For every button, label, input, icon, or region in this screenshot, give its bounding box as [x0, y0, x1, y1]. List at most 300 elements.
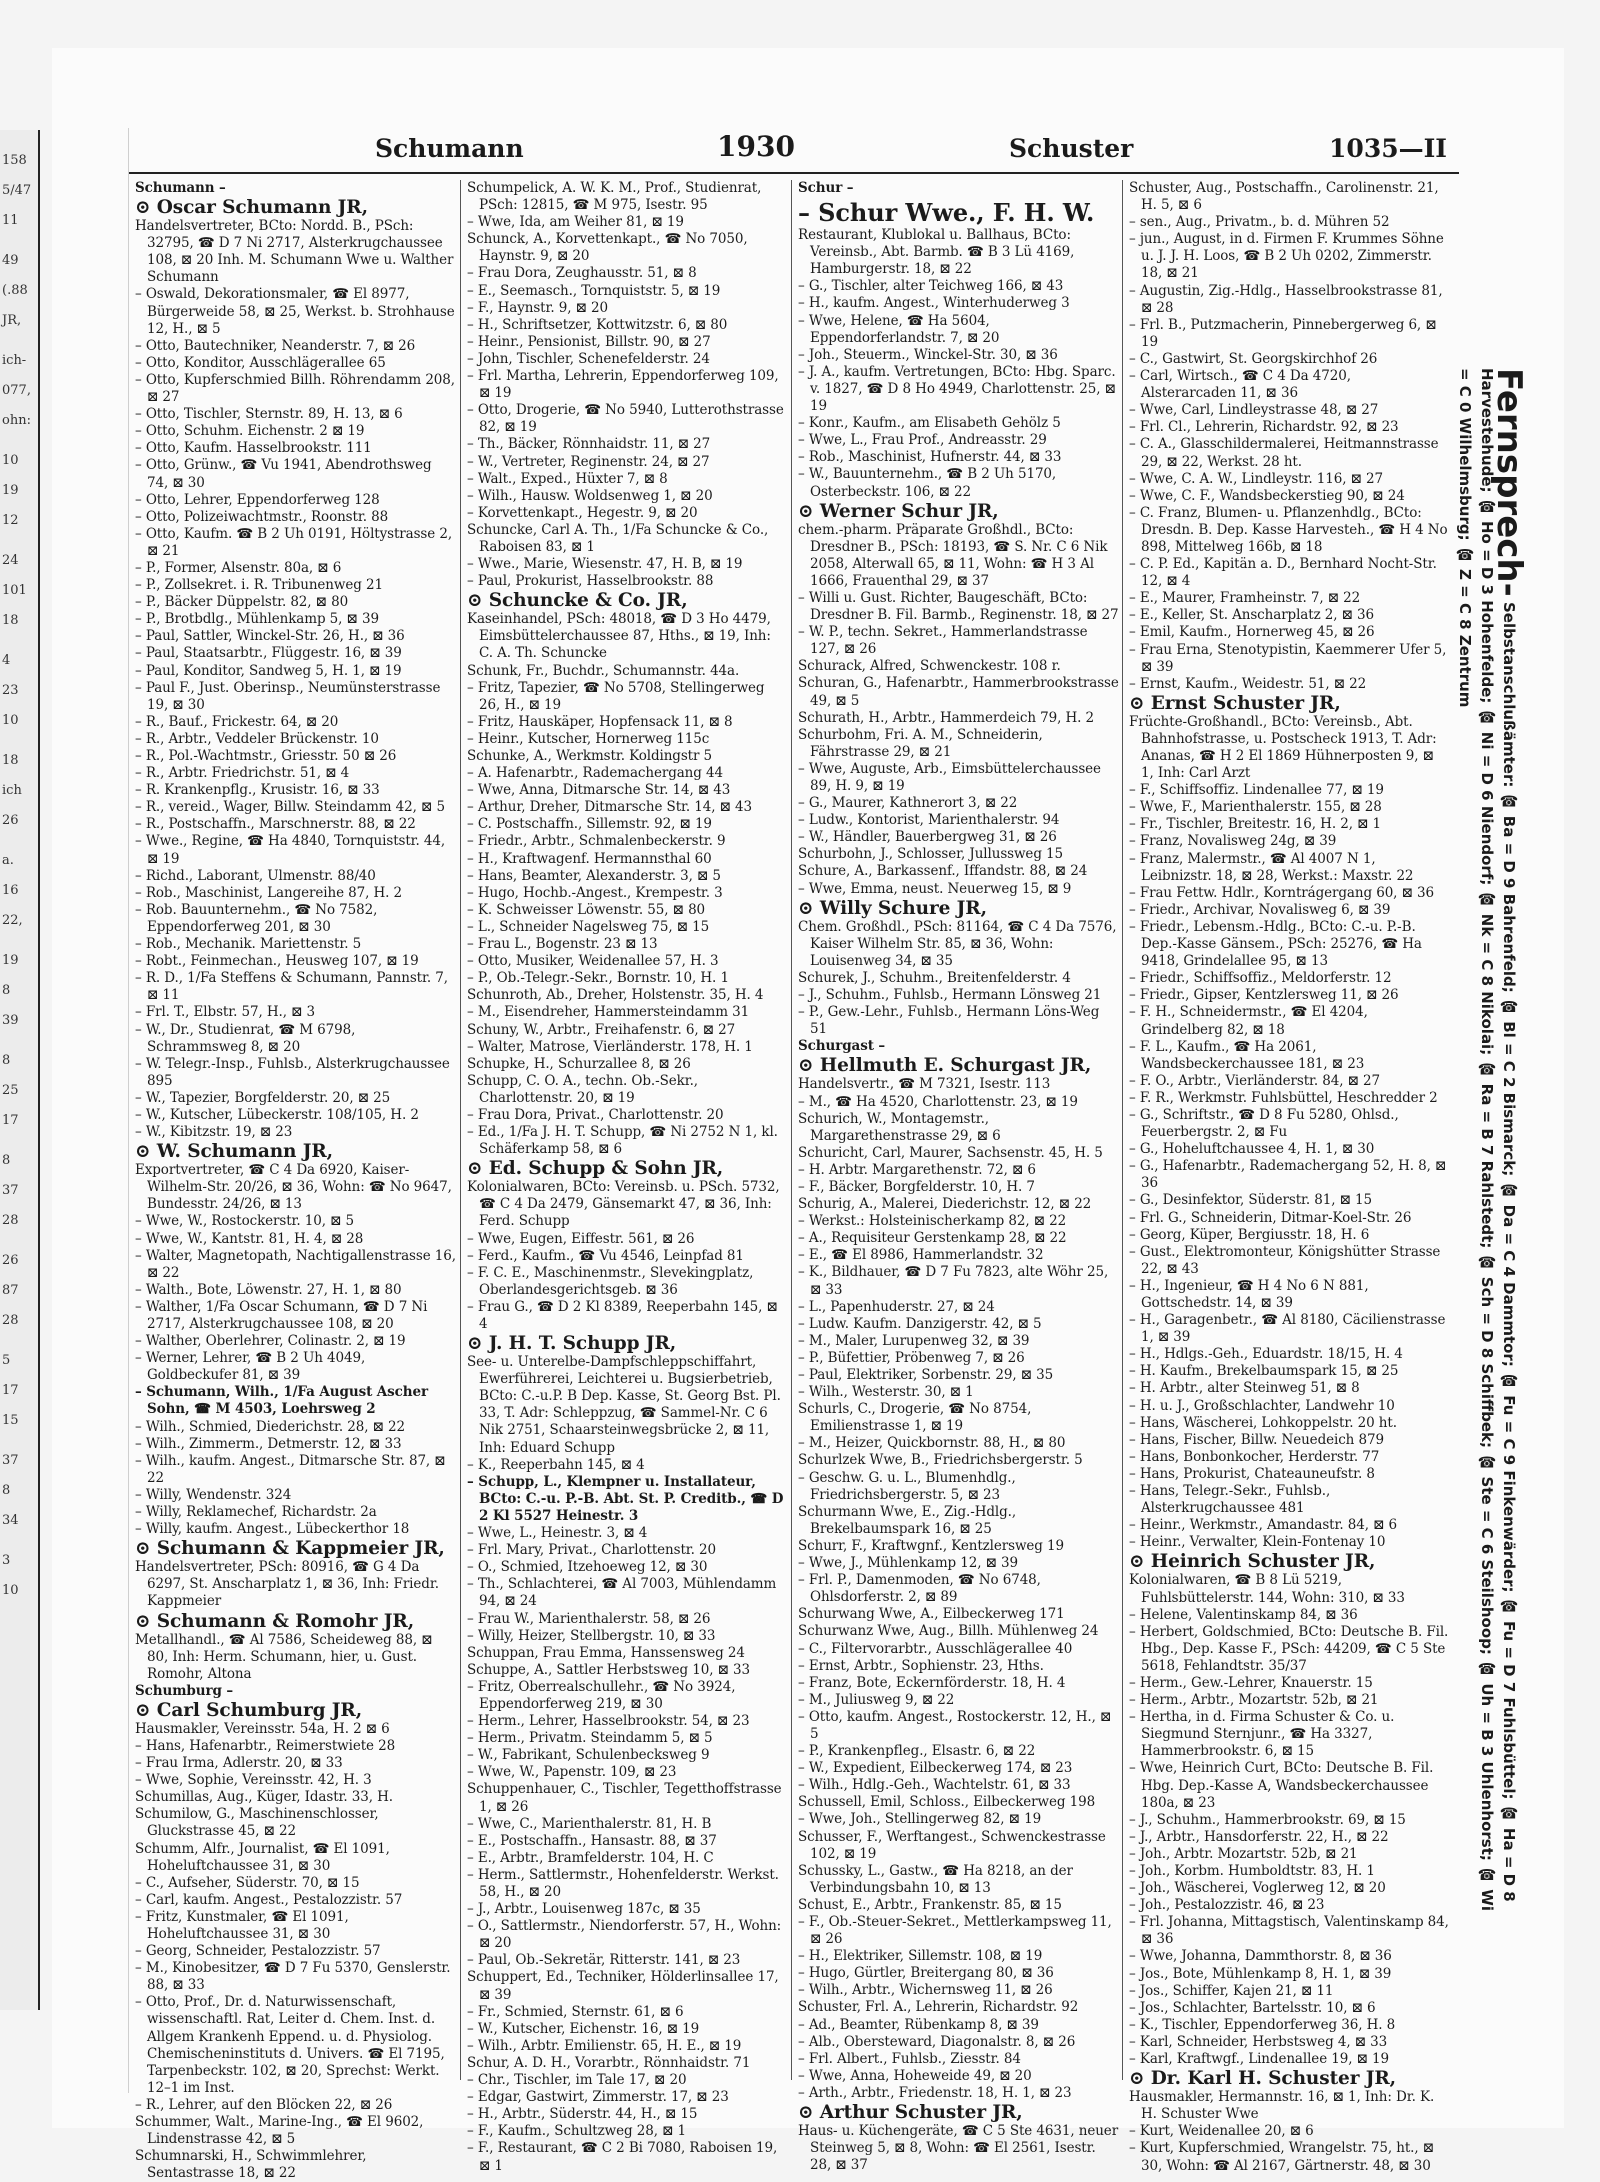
- directory-entry: – Hans, Beamter, Alexanderstr. 3, ⊠ 5: [467, 867, 721, 884]
- directory-entry: – Ed., 1/Fa J. H. T. Schupp, ☎ Ni 2752 N 1, kl. Schäferkamp 58, ⊠ 6: [467, 1124, 778, 1158]
- directory-entry: – Wwe, C. A. W., Lindleystr. 116, ⊠ 27: [1129, 470, 1383, 487]
- firm-entry: ⊙ Schumann & Kappmeier JR,: [135, 1538, 445, 1560]
- directory-entry: – J., Schuhm., Fuhlsb., Hermann Lönsweg 21: [798, 987, 1102, 1004]
- column-1: [129, 180, 456, 2182]
- directory-entry: – Joh., Arbtr. Mozartstr. 52b, ⊠ 21: [1129, 1845, 1358, 1862]
- directory-entry: – Wwe., Marie, Wiesenstr. 47, H. B, ⊠ 19: [467, 556, 743, 573]
- directory-entry: – W., Händler, Bauerbergweg 31, ⊠ 26: [798, 829, 1057, 846]
- directory-entry: – Kurt, Kupferschmied, Wrangelstr. 75, ht., ⊠ 30, Wohn: ☎ Al 2167, Gärtnerstr. 48, ⊠ 30: [1129, 2140, 1434, 2174]
- directory-entry: – Frau Dora, Privat., Charlottenstr. 20: [467, 1106, 724, 1123]
- edge-fragment: 24: [2, 553, 19, 568]
- directory-entry: – Konr., Kaufm., am Elisabeth Gehölz 5: [798, 415, 1061, 432]
- directory-entry: – Frl. T., Elbstr. 57, H., ⊠ 3: [135, 1004, 315, 1021]
- directory-entry: – G., Schriftstr., ☎ D 8 Fu 5280, Ohlsd., Feuerbergstr. 2, ⊠ Fu: [1129, 1106, 1399, 1141]
- edge-fragment: 37: [2, 1183, 19, 1198]
- firm-entry: ⊙ Schumann & Romohr JR,: [135, 1610, 415, 1632]
- directory-entry: – C. P. Ed., Kapitän a. D., Bernhard Nocht-Str. 12, ⊠ 4: [1129, 556, 1437, 590]
- directory-entry: – Frl. Mary, Privat., Charlottenstr. 20: [467, 1542, 717, 1559]
- directory-entry: Schuppe, A., Sattler Herbstsweg 10, ⊠ 33: [467, 1661, 751, 1678]
- firm-entry: ⊙ Oscar Schumann JR,: [135, 197, 368, 219]
- edge-fragment: 26: [2, 813, 19, 828]
- directory-entry: – R., Lehrer, auf den Blöcken 22, ⊠ 26: [135, 2096, 393, 2113]
- directory-entry: – Willy, Reklamechef, Richardstr. 2a: [135, 1504, 377, 1521]
- edge-fragment: ich-: [2, 353, 27, 368]
- directory-entry: – F. R., Werkmstr. Fuhlsbüttel, Heschredder 2: [1129, 1089, 1438, 1106]
- directory-entry: – Helene, Valentinskamp 84, ⊠ 36: [1129, 1606, 1358, 1623]
- edge-fragment: 8: [2, 983, 11, 998]
- directory-entry: – Wwe, Johanna, Dammthorstr. 8, ⊠ 36: [1129, 1948, 1392, 1965]
- directory-entry: – L., Schneider Nagelsweg 75, ⊠ 15: [467, 918, 710, 935]
- directory-entry: – Korvettenkapt., Hegestr. 9, ⊠ 20: [467, 504, 698, 521]
- directory-entry: – F. H., Schneidermstr., ☎ El 4204, Grindelberg 82, ⊠ 18: [1129, 1004, 1368, 1038]
- directory-entry: Schuppert, Ed., Techniker, Hölderlinsallee 17, ⊠ 39: [467, 1969, 779, 2003]
- directory-entry: – Kurt, Weidenallee 20, ⊠ 6: [1129, 2123, 1314, 2140]
- directory-entry: – Schupp, L., Klempner u. Installateur, BCto: C.-u. P.-B. Abt. St. P. Creditb., ☎ D 2 Kl 5527 Heinestr. 3: [467, 1473, 784, 1524]
- directory-entry: – Otto, Grünw., ☎ Vu 1941, Abendrothsweg 74, ⊠ 30: [135, 457, 432, 491]
- directory-entry: – Friedr., Schiffsoffiz., Meldorferstr. 12: [1129, 970, 1392, 987]
- directory-entry: – W., Kutscher, Lübeckerstr. 108/105, H. 2: [135, 1106, 419, 1123]
- directory-entry: – F., Schiffsoffiz. Lindenallee 77, ⊠ 19: [1129, 782, 1384, 799]
- directory-entry: Handelsvertr., ☎ M 7321, Isestr. 113: [798, 1076, 1051, 1093]
- directory-entry: – F., Bäcker, Borgfelderstr. 10, H. 7: [798, 1178, 1035, 1195]
- directory-entry: – K., Reeperbahn 145, ⊠ 4: [467, 1456, 645, 1473]
- directory-entry: – Augustin, Zig.-Hdlg., Hasselbrookstrasse 81, ⊠ 28: [1129, 282, 1443, 316]
- directory-entry: – G., Hafenarbtr., Rademachergang 52, H. 8, ⊠ 36: [1129, 1158, 1447, 1192]
- directory-entry: – H. Arbtr., alter Steinweg 51, ⊠ 8: [1129, 1380, 1360, 1397]
- directory-entry: – Willy, kaufm. Angest., Lübeckerthor 18: [135, 1521, 410, 1538]
- directory-columns: [129, 180, 1459, 2182]
- directory-entry: – Wwe, Carl, Lindleystrasse 48, ⊠ 27: [1129, 402, 1379, 419]
- directory-entry: – Herm., Gew.-Lehrer, Knauerstr. 15: [1129, 1674, 1373, 1691]
- directory-entry: – E., Keller, St. Anscharplatz 2, ⊠ 36: [1129, 607, 1375, 624]
- directory-entry: – Paul, Ob.-Sekretär, Ritterstr. 141, ⊠ 23: [467, 1952, 741, 1969]
- edge-fragment: 5: [2, 1353, 11, 1368]
- edge-fragment: 19: [2, 953, 19, 968]
- directory-entry: – Frau G., ☎ D 2 Kl 8389, Reeperbahn 145, ⊠ 4: [467, 1298, 778, 1332]
- directory-entry: – Wilh., Westerstr. 30, ⊠ 1: [798, 1384, 974, 1401]
- firm-entry: ⊙ Werner Schur JR,: [798, 500, 999, 522]
- directory-entry: – Heinr., Werkmstr., Amandastr. 84, ⊠ 6: [1129, 1517, 1397, 1534]
- directory-entry: – Ferd., Kaufm., ☎ Vu 4546, Leinpfad 81: [467, 1247, 744, 1264]
- directory-entry: – Joh., Steuerm., Winckel-Str. 30, ⊠ 36: [798, 346, 1058, 363]
- edge-fragment: JR,: [2, 313, 22, 328]
- directory-entry: – jun., August, in d. Firmen F. Krummes Söhne u. J. J. H. Loos, ☎ B 2 Uh 0202, Zimmerstr. 18, ⊠ 21: [1129, 231, 1444, 282]
- directory-entry: – Herm., Lehrer, Hasselbrookstr. 54, ⊠ 23: [467, 1713, 750, 1730]
- directory-entry: – R. D., 1/Fa Steffens & Schumann, Pannstr. 7, ⊠ 11: [135, 970, 448, 1004]
- directory-entry: – Hertha, in d. Firma Schuster & Co. u. Siegmund Sternjunr., ☎ Ha 3327, Hammerbrookstr. 6, ⊠ 15: [1129, 1709, 1395, 1760]
- directory-entry: Schust, E., Arbtr., Frankenstr. 85, ⊠ 15: [798, 1896, 1062, 1913]
- directory-entry: – Heinr., Pensionist, Billstr. 90, ⊠ 27: [467, 333, 711, 350]
- directory-entry: – Frau Irma, Adlerstr. 20, ⊠ 33: [135, 1755, 343, 1772]
- directory-entry: Schuppenhauer, C., Tischler, Tegetthoffstrasse 1, ⊠ 26: [467, 1781, 782, 1815]
- edge-fragment: 8: [2, 1053, 11, 1068]
- telephone-exchange-legend: [1456, 368, 1529, 1928]
- directory-entry: – Franz, Novalisweg 24g, ⊠ 39: [1129, 833, 1337, 850]
- edge-fragment: 10: [2, 453, 19, 468]
- directory-entry: – Fr., Tischler, Breitestr. 16, H. 2, ⊠ 1: [1129, 816, 1381, 833]
- directory-entry: – P., Bäcker Düppelstr. 82, ⊠ 80: [135, 594, 349, 611]
- legend-title: Fernsprech-: [1489, 368, 1529, 597]
- directory-entry: Schuncke, Carl A. Th., 1/Fa Schuncke & Co., Raboisen 83, ⊠ 1: [467, 521, 769, 555]
- directory-entry: – O., Sattlermstr., Niendorferstr. 57, H., Wohn: ⊠ 20: [467, 1918, 782, 1952]
- directory-entry: – H., Hdlgs.-Geh., Eduardstr. 18/15, H. 4: [1129, 1346, 1403, 1363]
- directory-entry: Schurbohn, J., Schlosser, Jullussweg 15: [798, 846, 1064, 863]
- edge-fragment: 101: [2, 583, 27, 598]
- directory-entry: – R., Bauf., Frickestr. 64, ⊠ 20: [135, 713, 339, 730]
- directory-entry: – K., Bildhauer, ☎ D 7 Fu 7823, alte Wöhr 25, ⊠ 33: [798, 1264, 1109, 1298]
- directory-entry: – Walther, 1/Fa Oscar Schumann, ☎ D 7 Ni 2717, Alsterkrugchaussee 108, ⊠ 20: [135, 1298, 428, 1332]
- directory-entry: Schurgast –: [798, 1038, 886, 1055]
- directory-entry: – Wwe, Heinrich Curt, BCto: Deutsche B. Fil. Hbg. Dep.-Kasse A, Wandsbeckerchaussee 180a, ⊠ 23: [1129, 1760, 1434, 1811]
- directory-entry: – H., Garagenbetr., ☎ Al 8180, Cäcilienstrasse 1, ⊠ 39: [1129, 1312, 1446, 1346]
- directory-entry: – Fritz, Tapezier, ☎ No 5708, Stellingerweg 26, H., ⊠ 19: [467, 679, 765, 713]
- directory-entry: – Wilh., Hausw. Woldsenweg 1, ⊠ 20: [467, 487, 713, 504]
- directory-entry: – R., Postschaffn., Marschnerstr. 88, ⊠ 22: [135, 816, 416, 833]
- directory-entry: – Friedr., Arbtr., Schmalenbeckerstr. 9: [467, 833, 726, 850]
- directory-entry: – M., Kinobesitzer, ☎ D 7 Fu 5370, Genslerstr. 88, ⊠ 33: [135, 1960, 451, 1994]
- directory-entry: – F. L., Kaufm., ☎ Ha 2061, Wandsbeckerchaussee 181, ⊠ 23: [1129, 1038, 1365, 1072]
- directory-entry: – Walther, Oberlehrer, Colinastr. 2, ⊠ 19: [135, 1333, 406, 1350]
- edge-fragment: 34: [2, 1513, 19, 1528]
- directory-entry: Schurlzek Wwe, B., Friedrichsbergerstr. 5: [798, 1452, 1083, 1469]
- directory-entry: – Rob., Maschinist, Langereihe 87, H. 2: [135, 884, 403, 901]
- directory-entry: – M., Heizer, Quickbornstr. 88, H., ⊠ 80: [798, 1435, 1066, 1452]
- directory-entry: Schuran, G., Hafenarbtr., Hammerbrookstrasse 49, ⊠ 5: [798, 675, 1119, 709]
- directory-entry: – Ludw., Kontorist, Marienthalerstr. 94: [798, 812, 1060, 829]
- directory-entry: Schupke, H., Schurzallee 8, ⊠ 26: [467, 1055, 691, 1072]
- directory-entry: Schuny, W., Arbtr., Freihafenstr. 6, ⊠ 27: [467, 1021, 736, 1038]
- directory-entry: Schurig, A., Malerei, Diederichstr. 12, ⊠ 22: [798, 1196, 1092, 1213]
- directory-entry: Schurls, C., Drogerie, ☎ No 8754, Emilienstrasse 1, ⊠ 19: [798, 1401, 1032, 1435]
- directory-entry: – Wilh., Zimmerm., Detmerstr. 12, ⊠ 33: [135, 1435, 402, 1452]
- directory-entry: – Otto, Konditor, Ausschlägerallee 65: [135, 354, 386, 371]
- directory-entry: – Richd., Laborant, Ulmenstr. 88/40: [135, 867, 376, 884]
- directory-entry: – W. P., techn. Sekret., Hammerlandstrasse 127, ⊠ 26: [798, 624, 1088, 658]
- directory-entry: – Walth., Bote, Löwenstr. 27, H. 1, ⊠ 80: [135, 1281, 402, 1298]
- directory-entry: – H. Arbtr. Margarethenstr. 72, ⊠ 6: [798, 1161, 1036, 1178]
- firm-entry: ⊙ Arthur Schuster JR,: [798, 2102, 1023, 2124]
- directory-entry: – C. Postschaffn., Sillemstr. 92, ⊠ 19: [467, 816, 712, 833]
- directory-entry: – Hans, Wäscherei, Lohkoppelstr. 20 ht.: [1129, 1414, 1397, 1431]
- directory-entry: Metallhandl., ☎ Al 7586, Scheideweg 88, ⊠ 80, Inh: Herm. Schumann, hier, u. Gust. Romohr, Altona: [135, 1631, 433, 1682]
- edge-fragment: 5/47: [2, 183, 32, 198]
- directory-entry: Hausmakler, Vereinsstr. 54a, H. 2 ⊠ 6: [135, 1720, 390, 1737]
- firm-entry: ⊙ Heinrich Schuster JR,: [1129, 1551, 1376, 1573]
- directory-entry: Schur, A. D. H., Vorarbtr., Rönnhaidstr. 71: [467, 2054, 751, 2071]
- directory-entry: – Wilh., Arbtr., Wichernsweg 11, ⊠ 26: [798, 1982, 1053, 1999]
- directory-entry: Hausmakler, Hermannstr. 16, ⊠ 1, Inh: Dr. K. H. Schuster Wwe: [1129, 2089, 1435, 2123]
- edge-fragment: 39: [2, 1013, 19, 1028]
- directory-entry: – Karl, Kraftwgf., Lindenallee 19, ⊠ 19: [1129, 2051, 1390, 2068]
- edge-fragment: 4: [2, 653, 11, 668]
- directory-entry: – Walter, Magnetopath, Nachtigallenstrasse 16, ⊠ 22: [135, 1247, 456, 1281]
- directory-entry: – C., Aufseher, Süderstr. 70, ⊠ 15: [135, 1874, 360, 1891]
- directory-entry: – O., Schmied, Itzehoeweg 12, ⊠ 30: [467, 1559, 708, 1576]
- directory-entry: Schuster, Aug., Postschaffn., Carolinenstr. 21, H. 5, ⊠ 6: [1129, 180, 1439, 214]
- directory-entry: – Hans, Telegr.-Sekr., Fuhlsb., Alsterkrugchaussee 481: [1129, 1483, 1331, 1517]
- directory-entry: – Ad., Beamter, Rübenkamp 8, ⊠ 39: [798, 2016, 1039, 2033]
- directory-entry: – Otto, Kupferschmied Billh. Röhrendamm 208, ⊠ 27: [135, 371, 455, 406]
- directory-entry: – Wilh., Arbtr. Emilienstr. 65, H. E., ⊠ 19: [467, 2037, 742, 2054]
- edge-fragment: 22,: [2, 913, 23, 928]
- directory-entry: – Wwe, J., Mühlenkamp 12, ⊠ 39: [798, 1555, 1019, 1572]
- directory-entry: Chem. Großhdl., PSch: 81164, ☎ C 4 Da 7576, Kaiser Wilhelm Str. 85, ⊠ 36, Wohn: Louisenweg 34, ⊠ 35: [798, 918, 1117, 969]
- directory-entry: – Carl, Wirtsch., ☎ C 4 Da 4720, Alsterarcaden 11, ⊠ 36: [1129, 368, 1351, 402]
- directory-entry: – Wwe, F., Marienthalerstr. 155, ⊠ 28: [1129, 799, 1382, 816]
- directory-entry: – C. A., Glasschildermalerei, Heitmannstrasse 29, ⊠ 22, Werkst. 28 ht.: [1129, 436, 1439, 470]
- directory-entry: Schurwang Wwe, A., Eilbeckerweg 171: [798, 1606, 1065, 1623]
- directory-entry: – Paul, Elektriker, Sorbenstr. 29, ⊠ 35: [798, 1367, 1054, 1383]
- directory-entry: – Oswald, Dekorationsmaler, ☎ El 8977, Bürgerweide 58, ⊠ 25, Werkst. b. Strohhause 12, H., ⊠ 5: [135, 286, 455, 337]
- directory-entry: Schurmann Wwe, E., Zig.-Hdlg., Brekelbaumspark 16, ⊠ 25: [798, 1503, 1017, 1537]
- edge-fragment: 23: [2, 683, 19, 698]
- directory-entry: – Jos., Schlachter, Bartelsstr. 10, ⊠ 6: [1129, 1999, 1376, 2016]
- directory-entry: – Jos., Schiffer, Kajen 21, ⊠ 11: [1129, 1982, 1334, 1999]
- directory-entry: – Otto, Polizeiwachtmstr., Roonstr. 88: [135, 508, 389, 525]
- directory-entry: Schummer, Walt., Marine-Ing., ☎ El 9602, Lindenstrasse 42, ⊠ 5: [135, 2114, 424, 2148]
- edge-fragment: a.: [2, 853, 14, 868]
- directory-entry: – sen., Aug., Privatm., b. d. Mühren 52: [1129, 214, 1390, 231]
- directory-entry: Schumilow, G., Maschinenschlosser, Gluckstrasse 45, ⊠ 22: [135, 1806, 379, 1840]
- directory-entry: – Schumann, Wilh., 1/Fa August Ascher Sohn, ☎ M 4503, Loehrsweg 2: [135, 1384, 429, 1418]
- directory-entry: Schussky, L., Gastw., ☎ Ha 8218, an der Verbindungsbahn 10, ⊠ 13: [798, 1862, 1073, 1896]
- directory-entry: – Frau Erna, Stenotypistin, Kaemmerer Ufer 5, ⊠ 39: [1129, 641, 1447, 675]
- directory-entry: – H., Elektriker, Sillemstr. 108, ⊠ 19: [798, 1948, 1043, 1965]
- directory-entry: – W., Dr., Studienrat, ☎ M 6798, Schrammsweg 8, ⊠ 20: [135, 1021, 356, 1055]
- column-3: [791, 180, 1119, 2174]
- directory-entry: – Otto, Prof., Dr. d. Naturwissenschaft, wissenschaftl. Rat, Leiter d. Chem. Inst. d. Allgem Krankenh Eppend. u. d. Physiolog. Chemischeninstituts d. Univers. ☎ El 7195, Tarpenbeckstr. 102, ⊠ 20, Sprechst: Werkt. 12–1 im Inst.: [135, 1994, 445, 2096]
- directory-entry: – H. u. J., Großschlachter, Landwehr 10: [1129, 1397, 1395, 1414]
- directory-entry: Kolonialwaren, BCto: Vereinsb. u. PSch. 5732, ☎ C 4 Da 2479, Gänsemarkt 47, ⊠ 36, Inh: Ferd. Schupp: [467, 1179, 780, 1230]
- firm-entry: ⊙ Ernst Schuster JR,: [1129, 692, 1341, 714]
- directory-entry: – Wwe, Eugen, Eiffestr. 561, ⊠ 26: [467, 1230, 695, 1247]
- directory-entry: Schurwanz Wwe, Aug., Billh. Mühlenweg 24: [798, 1623, 1099, 1640]
- directory-entry: – Paul, Staatsarbtr., Flüggestr. 16, ⊠ 39: [135, 645, 402, 662]
- directory-entry: – R., vereid., Wager, Billw. Steindamm 42, ⊠ 5: [135, 799, 445, 816]
- directory-entry: – W., Fabrikant, Schulenbecksweg 9: [467, 1747, 710, 1764]
- directory-entry: – Georg, Küper, Bergiusstr. 18, H. 6: [1129, 1226, 1370, 1243]
- directory-entry: – E., Seemasch., Tornquiststr. 5, ⊠ 19: [467, 282, 721, 299]
- directory-entry: Schunk, Fr., Buchdr., Schumannstr. 44a.: [467, 662, 740, 679]
- directory-entry: – G., Hoheluftchaussee 4, H. 1, ⊠ 30: [1129, 1141, 1375, 1158]
- directory-entry: – H., Ingenieur, ☎ H 4 No 6 N 881, Gottschedstr. 14, ⊠ 39: [1129, 1277, 1369, 1311]
- edge-fragment: 17: [2, 1383, 19, 1398]
- page-number: 1035—II: [1329, 134, 1447, 163]
- directory-entry: Schumillas, Aug., Küger, Idastr. 33, H.: [135, 1789, 393, 1806]
- edge-fragment: 18: [2, 753, 19, 768]
- directory-entry: – R., Pol.-Wachtmstr., Griesstr. 50 ⊠ 26: [135, 748, 397, 764]
- edge-fragment: 158: [2, 153, 27, 168]
- running-head: [129, 128, 1459, 174]
- directory-entry: – Frau W., Marienthalerstr. 58, ⊠ 26: [467, 1610, 711, 1627]
- directory-entry: – Paul, Prokurist, Hasselbrookstr. 88: [467, 573, 714, 590]
- directory-entry: – C., Gastwirt, St. Georgskirchhof 26: [1129, 350, 1378, 367]
- edge-fragment: 11: [2, 213, 19, 228]
- directory-entry: – H., Kraftwagenf. Hermannsthal 60: [467, 850, 712, 867]
- edge-fragment: 49: [2, 253, 19, 268]
- directory-entry: – E., ☎ El 8986, Hammerlandstr. 32: [798, 1247, 1044, 1264]
- firm-entry: ⊙ Carl Schumburg JR,: [135, 1699, 363, 1721]
- directory-entry: – Herbert, Goldschmied, BCto: Deutsche B. Fil. Hbg., Dep. Kasse F., PSch: 44209, ☎ C 5 Ste 5618, Fehlandtstr. 35/37: [1129, 1623, 1449, 1674]
- directory-entry: – Arthur, Dreher, Ditmarsche Str. 14, ⊠ 43: [467, 799, 753, 816]
- directory-entry: Handelsvertreter, PSch: 80916, ☎ G 4 Da 6297, St. Anscharplatz 1, ⊠ 36, Inh: Friedr. Kappmeier: [135, 1559, 439, 1610]
- directory-entry: – M., Maler, Lurupenweg 32, ⊠ 39: [798, 1332, 1030, 1349]
- directory-entry: Schupp, C. O. A., techn. Ob.-Sekr., Charlottenstr. 20, ⊠ 19: [467, 1072, 698, 1106]
- directory-entry: – Robt., Feinmechan., Heusweg 107, ⊠ 19: [135, 953, 419, 970]
- directory-entry: – E., Postschaffn., Hansastr. 88, ⊠ 37: [467, 1832, 717, 1849]
- directory-entry: – Frl. P., Damenmoden, ☎ No 6748, Ohlsdorferstr. 2, ⊠ 89: [798, 1572, 1041, 1606]
- directory-entry: – H., Arbtr., Süderstr. 44, H., ⊠ 15: [467, 2106, 698, 2123]
- directory-entry: – C. Franz, Blumen- u. Pflanzenhdlg., BCto: Dresdn. B. Dep. Kasse Harvesteh., ☎ H 4 No 898, Mittelweg 166b, ⊠ 18: [1129, 504, 1448, 555]
- directory-entry: – R. Krankenpflg., Krusistr. 16, ⊠ 33: [135, 782, 380, 799]
- directory-entry: Kolonialwaren, ☎ B 8 Lü 5219, Fuhlsbüttelerstr. 144, Wohn: 310, ⊠ 33: [1129, 1572, 1405, 1606]
- directory-entry: – Walt., Exped., Hüxter 7, ⊠ 8: [467, 470, 668, 487]
- edge-fragment: 28: [2, 1313, 19, 1328]
- previous-page-edge: [0, 130, 40, 2010]
- running-head-year: 1930: [717, 130, 795, 163]
- directory-entry: – Paul, Konditor, Sandweg 5, H. 1, ⊠ 19: [135, 662, 402, 679]
- directory-entry: – Heinr., Verwalter, Klein-Fontenay 10: [1129, 1534, 1386, 1551]
- firm-entry: ⊙ Dr. Karl H. Schuster JR,: [1129, 2068, 1396, 2090]
- directory-entry: – Th., Bäcker, Rönnhaidstr. 11, ⊠ 27: [467, 436, 711, 453]
- directory-entry: – Fritz, Hauskäper, Hopfensack 11, ⊠ 8: [467, 713, 733, 730]
- directory-entry: – Frau Fettw. Hdlr., Korntrágergang 60, ⊠ 36: [1129, 884, 1434, 901]
- edge-fragment: 10: [2, 713, 19, 728]
- directory-entry: – Ernst, Kaufm., Weidestr. 51, ⊠ 22: [1129, 675, 1367, 692]
- directory-entry: chem.-pharm. Präparate Großhdl., BCto: Dresdner B., PSch: 18193, ☎ S. Nr. C 6 Nik 2058, Alterwall 65, ⊠ 11, Wohn: ☎ H 3 Al 1666, Frauenthal 29, ⊠ 37: [798, 521, 1108, 589]
- directory-entry: – Frl. Albert., Fuhlsb., Ziesstr. 84: [798, 2050, 1021, 2067]
- directory-entry: – Werner, Lehrer, ☎ B 2 Uh 4049, Goldbeckufer 81, ⊠ 39: [135, 1350, 366, 1384]
- directory-entry: – Jos., Bote, Mühlenkamp 8, H. 1, ⊠ 39: [1129, 1965, 1392, 1982]
- directory-entry: – Chr., Tischler, im Tale 17, ⊠ 20: [467, 2072, 687, 2089]
- edge-fragment: 15: [2, 1413, 19, 1428]
- directory-entry: – Frau Dora, Zeughausstr. 51, ⊠ 8: [467, 265, 697, 282]
- directory-entry: – Georg, Schneider, Pestalozzistr. 57: [135, 1943, 381, 1960]
- directory-entry: – Werkst.: Holsteinischerkamp 82, ⊠ 22: [798, 1213, 1067, 1230]
- directory-entry: – Wwe, W., Kantstr. 81, H. 4, ⊠ 28: [135, 1230, 364, 1247]
- directory-entry: – Fritz, Oberrealschullehr., ☎ No 3924, Eppendorferweg 219, ⊠ 30: [467, 1678, 736, 1712]
- directory-entry: – G., Maurer, Kathnerort 3, ⊠ 22: [798, 795, 1018, 812]
- directory-entry: – Hans, Prokurist, Chateauneufstr. 8: [1129, 1465, 1375, 1482]
- directory-entry: – Wwe, Anna, Hoheweide 49, ⊠ 20: [798, 2067, 1032, 2084]
- directory-page: [52, 48, 1564, 2182]
- directory-entry: – Emil, Kaufm., Hornerweg 45, ⊠ 26: [1129, 624, 1375, 641]
- directory-entry: – Th., Schlachterei, ☎ Al 7003, Mühlendamm 94, ⊠ 24: [467, 1576, 777, 1610]
- directory-entry: – W., Expedient, Eilbeckerweg 174, ⊠ 23: [798, 1760, 1073, 1777]
- directory-entry: – P., Gew.-Lehr., Fuhlsb., Hermann Löns-Weg 51: [798, 1004, 1100, 1038]
- directory-entry: – John, Tischler, Schenefelderstr. 24: [467, 350, 710, 367]
- directory-entry: – F. C. E., Maschinenmstr., Slevekingplatz, Oberlandesgerichtsgeb. ⊠ 36: [467, 1264, 754, 1298]
- directory-entry: – Wwe, Auguste, Arb., Eimsbüttelerchaussee 89, H. 9, ⊠ 19: [798, 760, 1101, 794]
- directory-entry: – Otto, Kaufm. ☎ B 2 Uh 0191, Höltystrasse 2, ⊠ 21: [135, 525, 453, 559]
- directory-entry: – J., Arbtr., Louisenweg 187c, ⊠ 35: [467, 1901, 701, 1918]
- directory-entry: Schumpelick, A. W. K. M., Prof., Studienrat, PSch: 12815, ☎ M 975, Isestr. 95: [467, 180, 762, 214]
- directory-entry: – P., Ob.-Telegr.-Sekr., Bornstr. 10, H. 1: [467, 970, 729, 987]
- directory-entry: – Willy, Wendenstr. 324: [135, 1486, 292, 1503]
- directory-entry: – R., Arbtr. Friedrichstr. 51, ⊠ 4: [135, 765, 350, 782]
- directory-entry: – Wwe, Joh., Stellingerweg 82, ⊠ 19: [798, 1811, 1042, 1828]
- directory-entry: – Wwe, W., Papenstr. 109, ⊠ 23: [467, 1764, 677, 1781]
- directory-entry: Haus- u. Küchengeräte, ☎ C 5 Ste 4631, neuer Steinweg 5, ⊠ 8, Wohn: ☎ El 2561, Isestr. 28, ⊠ 37: [798, 2123, 1119, 2174]
- directory-entry: – F., Kaufm., Schultzweg 28, ⊠ 1: [467, 2123, 686, 2140]
- directory-entry: – P., Büfettier, Pröbenweg 7, ⊠ 26: [798, 1349, 1025, 1366]
- directory-entry: – Otto, Drogerie, ☎ No 5940, Lutterothstrasse 82, ⊠ 19: [467, 402, 784, 436]
- directory-entry: – P., Former, Alsenstr. 80a, ⊠ 6: [135, 559, 342, 576]
- directory-entry: – M., Juliusweg 9, ⊠ 22: [798, 1691, 955, 1708]
- directory-entry: – Frl. Cl., Lehrerin, Richardstr. 92, ⊠ 23: [1129, 419, 1399, 436]
- edge-fragment: 28: [2, 1213, 19, 1228]
- directory-entry: – Fr., Schmied, Sternstr. 61, ⊠ 6: [467, 2003, 684, 2020]
- directory-entry: – Fritz, Kunstmaler, ☎ El 1091, Hoheluftchaussee 31, ⊠ 30: [135, 1908, 349, 1942]
- directory-entry: – F., Restaurant, ☎ C 2 Bi 7080, Raboisen 19, ⊠ 1: [467, 2140, 778, 2174]
- directory-entry: – Franz, Malermstr., ☎ Al 4007 N 1, Leibnizstr. 18, ⊠ 28, Werkst.: Maxstr. 22: [1129, 850, 1414, 884]
- edge-fragment: 16: [2, 883, 19, 898]
- directory-entry: – H. Kaufm., Brekelbaumspark 15, ⊠ 25: [1129, 1363, 1399, 1380]
- directory-entry: – H., kaufm. Angest., Winterhuderweg 3: [798, 295, 1070, 312]
- directory-entry: – R., Arbtr., Veddeler Brückenstr. 10: [135, 730, 379, 747]
- directory-entry: Exportvertreter, ☎ C 4 Da 6920, Kaiser-Wilhelm-Str. 20/26, ⊠ 36, Wohn: ☎ No 9647, Bundesstr. 24/26, ⊠ 13: [135, 1162, 452, 1213]
- column-2: [460, 180, 788, 2174]
- directory-entry: – Paul F., Just. Oberinsp., Neumünsterstrasse 19, ⊠ 30: [135, 679, 441, 713]
- directory-entry: – Wwe, L., Heinestr. 3, ⊠ 4: [467, 1525, 648, 1542]
- edge-fragment: ohn:: [2, 413, 31, 428]
- directory-entry: Restaurant, Klublokal u. Ballhaus, BCto: Vereinsb., Abt. Barmb. ☎ B 3 Lü 4169, Hamburgerstr. 18, ⊠ 22: [798, 227, 1075, 278]
- firm-entry: ⊙ Hellmuth E. Schurgast JR,: [798, 1055, 1092, 1077]
- directory-entry: – Wwe, Helene, ☎ Ha 5604, Eppendorferlandstr. 7, ⊠ 20: [798, 312, 1000, 346]
- directory-entry: – Joh., Pestalozzistr. 46, ⊠ 23: [1129, 1897, 1325, 1914]
- directory-entry: – M., Eisendreher, Hammersteindamm 31: [467, 1004, 750, 1021]
- directory-entry: Schurack, Alfred, Schwenckestr. 108 r.: [798, 658, 1061, 675]
- directory-entry: Schumm, Alfr., Journalist, ☎ El 1091, Hoheluftchaussee 31, ⊠ 30: [135, 1840, 390, 1874]
- firm-entry: – Schur Wwe., F. H. W.: [798, 198, 1095, 228]
- directory-entry: – Otto, Musiker, Weidenallee 57, H. 3: [467, 953, 719, 970]
- directory-entry: – Heinr., Kutscher, Hornerweg 115c: [467, 730, 710, 747]
- directory-entry: – Friedr., Lebensm.-Hdlg., BCto: C.-u. P.-B. Dep.-Kasse Gänsem., PSch: 25276, ☎ Ha 9418, Grindelallee 95, ⊠ 13: [1129, 918, 1422, 970]
- directory-entry: – Ludw. Kaufm. Danzigerstr. 42, ⊠ 5: [798, 1315, 1042, 1332]
- directory-entry: Schurr, F., Kraftwgnf., Kentzlersweg 19: [798, 1537, 1065, 1554]
- directory-entry: Schurbohm, Fri. A. M., Schneiderin, Fährstrasse 29, ⊠ 21: [798, 726, 1043, 760]
- directory-entry: – Willy, Heizer, Stellbergstr. 10, ⊠ 33: [467, 1627, 716, 1644]
- directory-entry: – Wwe, C., Marienthalerstr. 81, H. B: [467, 1815, 712, 1832]
- directory-entry: Schuricht, Carl, Maurer, Sachsenstr. 45, H. 5: [798, 1144, 1103, 1161]
- directory-entry: – Carl, kaufm. Angest., Pestalozzistr. 57: [135, 1891, 403, 1908]
- directory-entry: Schure, A., Barkassenf., Iffandstr. 88, ⊠ 24: [798, 863, 1088, 880]
- directory-entry: – Wwe, Anna, Ditmarsche Str. 14, ⊠ 43: [467, 782, 731, 799]
- edge-fragment: 37: [2, 1453, 19, 1468]
- directory-entry: Schumann –: [135, 180, 226, 196]
- running-head-right: Schuster: [1009, 134, 1134, 163]
- directory-entry: – Frl. Martha, Lehrerin, Eppendorferweg 109, ⊠ 19: [467, 368, 779, 402]
- directory-entry: – W., Kibitzstr. 19, ⊠ 23: [135, 1124, 293, 1141]
- directory-entry: – J., Schuhm., Hammerbrookstr. 69, ⊠ 15: [1129, 1811, 1406, 1828]
- directory-entry: – W., Vertreter, Reginenstr. 24, ⊠ 27: [467, 453, 710, 470]
- directory-entry: – Rob., Mechanik. Mariettenstr. 5: [135, 936, 362, 953]
- edge-fragment: 3: [2, 1553, 11, 1568]
- directory-entry: – Wilh., Hdlg.-Geh., Wachtelstr. 61, ⊠ 33: [798, 1777, 1071, 1794]
- directory-entry: – Otto, Schuhm. Eichenstr. 2 ⊠ 19: [135, 423, 365, 440]
- directory-entry: – K. Schweisser Löwenstr. 55, ⊠ 80: [467, 901, 706, 918]
- directory-entry: – Hans, Bonbonkocher, Herderstr. 77: [1129, 1448, 1380, 1465]
- directory-entry: – Wilh., Schmied, Diederichstr. 28, ⊠ 22: [135, 1418, 405, 1435]
- directory-entry: – Herm., Privatm. Steindamm 5, ⊠ 5: [467, 1730, 713, 1747]
- directory-entry: Schunck, A., Korvettenkapt., ☎ No 7050, Haynstr. 9, ⊠ 20: [467, 231, 748, 265]
- directory-entry: Schur –: [798, 180, 854, 196]
- directory-entry: – Wwe, Emma, neust. Neuerweg 15, ⊠ 9: [798, 880, 1072, 897]
- edge-fragment: 18: [2, 613, 19, 628]
- directory-entry: – Frl. Johanna, Mittagstisch, Valentinskamp 84, ⊠ 36: [1129, 1914, 1449, 1948]
- edge-fragment: 12: [2, 513, 19, 528]
- directory-entry: Schumnarski, H., Schwimmlehrer, Sentastrasse 18, ⊠ 22: [135, 2148, 367, 2182]
